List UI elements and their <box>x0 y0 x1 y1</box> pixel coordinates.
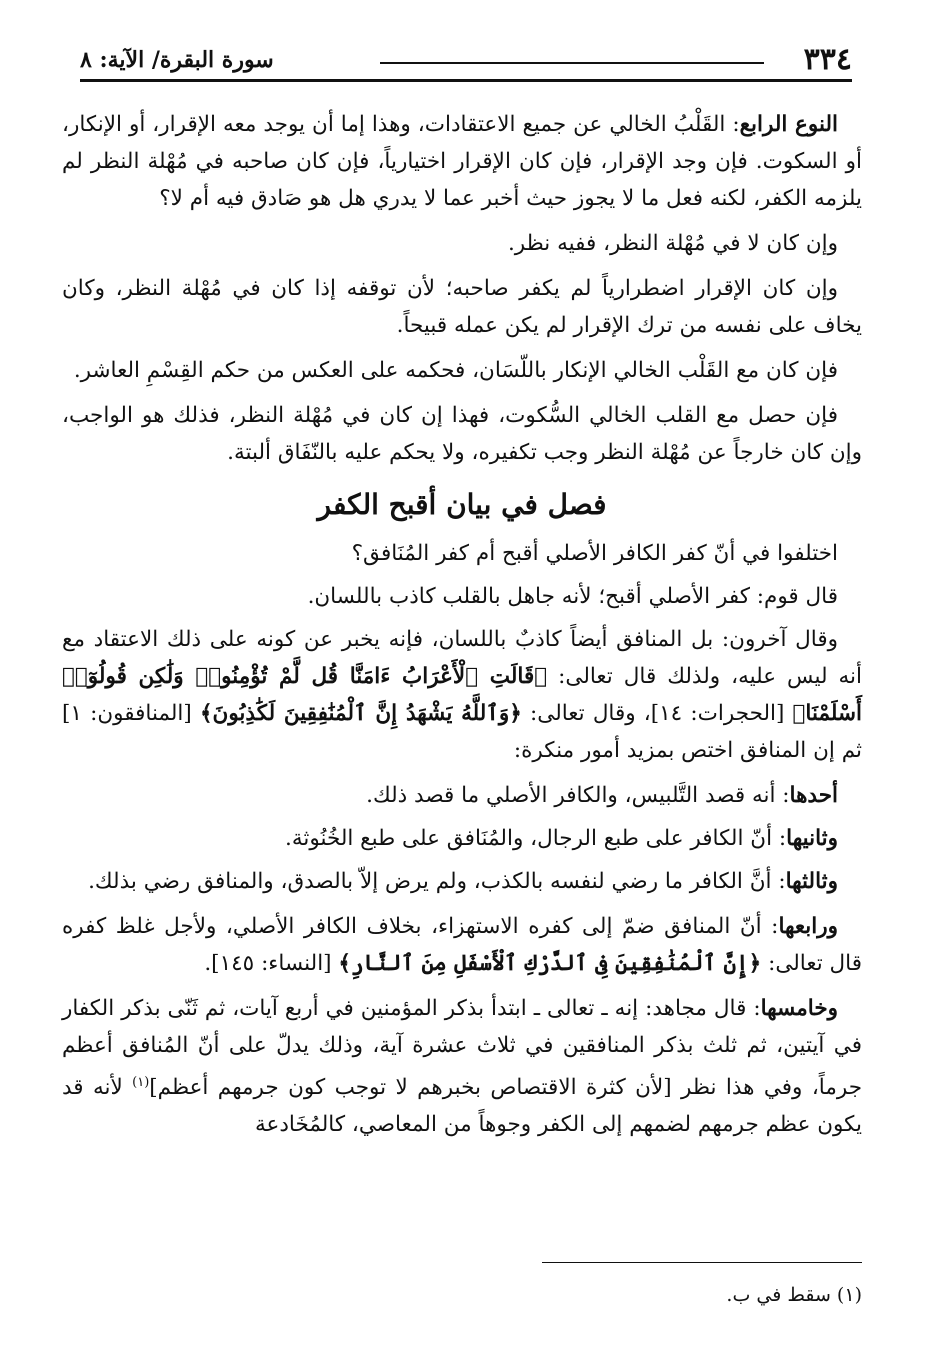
list-item <box>62 820 862 857</box>
item-lead: وثالثها <box>785 869 838 894</box>
list-item <box>62 990 862 1143</box>
main-text <box>62 106 862 1151</box>
item-text: : أنّ الكافر على طبع الرجال، والمُنَافق على طبع الخُنُوثة. <box>285 826 787 851</box>
page-number: ٣٣٤ <box>803 42 852 77</box>
item-text: : قال مجاهد: إنه ـ تعالى ـ ابتدأ بذكر المؤمنين في أربع آيات، ثم ثَنّى بذكر الكفار في آيتين، ثم ثلث بذكر المنافقين في ثلاث عشرة آية، وذلك يدلّ على أنّ المُنافق أعظم جرماً، وفي هذا نظر [لأن كثرة الاقتصاص بخبرهم لا توجب كون جرمهم أعظم] <box>62 996 862 1101</box>
citation: [المنافقون: ١] ثم إن المنافق اختص بمزيد أمور منكرة: <box>62 701 862 763</box>
item-lead: أحدها <box>789 783 838 808</box>
item-text: لأنه قد يكون عظم جرمهم لضمهم إلى الكفر وجوهاً من المعاصي، كالمُخَادعة <box>62 1075 862 1138</box>
list-item <box>62 908 862 982</box>
quran-verse: ﴿قَالَتِ ٱلْأَعْرَابُ ءَامَنَّا قُل لَّمْ تُؤْمِنُوا۟ وَلَٰكِن قُولُوٓا۟ أَسْلَمْنَا﴾ <box>62 664 863 726</box>
citation: [النساء: ١٤٥]. <box>204 951 332 976</box>
list-item <box>62 777 862 814</box>
paragraph <box>62 106 862 217</box>
header-rule <box>380 62 764 64</box>
header-divider <box>80 79 852 82</box>
paragraph: اختلفوا في أنّ كفر الكافر الأصلي أقبح أم كفر المُنَافق؟ <box>351 541 838 566</box>
paragraph <box>62 621 862 769</box>
paragraph-lead: النوع الرابع <box>739 112 838 137</box>
paragraph-text: وقال آخرون: بل المنافق أيضاً كاذبٌ باللسان، فإنه يخبر عن كونه على ذلك الاعتقاد مع أنه ليس عليه، ولذلك قال تعالى: <box>62 627 862 689</box>
paragraph: فإن حصل مع القلب الخالي السُّكوت، فهذا إن كان في مُهْلة النظر، فذلك هو الواجب، وإن كان خارجاً عن مُهْلة النظر وجب تكفيره، ولا يحكم عليه بالنّفَاق ألبتة. <box>62 403 862 465</box>
quran-verse: ﴿وَٱللَّهُ يَشْهَدُ إِنَّ ٱلْمُنَٰفِقِينَ لَكَٰذِبُونَ﴾ <box>199 701 522 726</box>
running-title: سورة البقرة/ الآية: ٨ <box>80 47 274 73</box>
page-header <box>80 40 852 82</box>
paragraph: فإن كان مع القَلْب الخالي الإنكار باللّسَان، فحكمه على العكس من حكم القِسْمِ العاشر. <box>73 358 838 383</box>
paragraph: وإن كان لا في مُهْلة النظر، ففيه نظر. <box>507 231 838 256</box>
citation: [الحجرات: ١٤]، وقال تعالى: <box>530 701 785 726</box>
item-lead: وثانيها <box>786 826 838 851</box>
item-lead: ورابعها <box>778 914 838 939</box>
quran-verse: ﴿إِنَّ ٱلْمُنَٰفِقِينَ فِى ٱلدَّرْكِ ٱلْأَسْفَلِ مِنَ ٱلنَّارِ﴾ <box>338 951 762 976</box>
paragraph: قال قوم: كفر الأصلي أقبح؛ لأنه جاهل بالقلب كاذب باللسان. <box>307 584 838 609</box>
footnote-divider <box>542 1262 862 1263</box>
item-lead: وخامسها <box>760 996 838 1021</box>
paragraph-text: : القَلْبُ الخالي عن جميع الاعتقادات، وهذا إما أن يوجد معه الإقرار، أو الإنكار، أو السكوت. فإن وجد الإقرار، فإن كان الإقرار اختيارياً، فإن كان صاحبه في مُهْلة النظر لم يلزمه الكفر، لكنه فعل ما لا يجوز حيث أخبر عما لا يدري هل هو صَادق فيه أم لا؟ <box>62 112 862 211</box>
item-text: : أنَّ الكافر ما رضي لنفسه بالكذب، ولم يرض إلاّ بالصدق، والمنافق رضي بذلك. <box>88 869 786 894</box>
paragraph: وإن كان الإقرار اضطرارياً لم يكفر صاحبه؛ لأن توقفه إذا كان في مُهْلة النظر، وكان يخاف على نفسه من ترك الإقرار لم يكن عمله قبيحاً. <box>62 276 862 338</box>
footnote: (١) سقط في ب. <box>726 1284 862 1306</box>
item-text: : أنه قصد التَّلبيس، والكافر الأصلي ما قصد ذلك. <box>366 783 790 808</box>
section-title: فصل في بيان أقبح الكفر <box>317 488 607 521</box>
list-item <box>62 863 862 900</box>
footnote-ref[interactable]: (١) <box>132 1075 150 1090</box>
item-text: : أنّ المنافق ضمّ إلى كفره الاستهزاء، بخلاف الكافر الأصلي، ولأجل غلظ كفره قال تعالى: <box>62 914 862 976</box>
